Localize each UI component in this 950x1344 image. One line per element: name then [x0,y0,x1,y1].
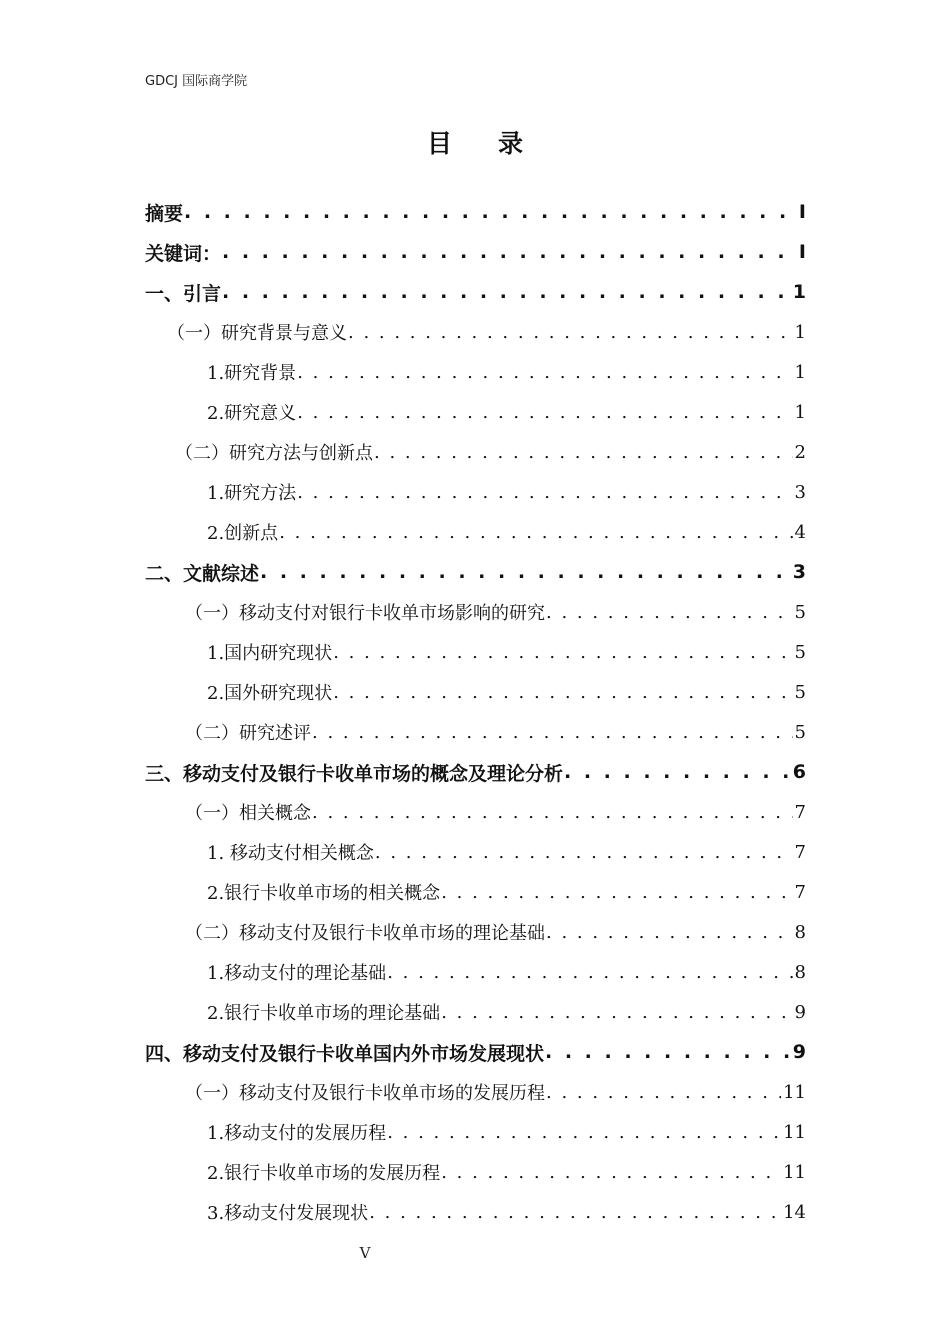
toc-dot-leader [333,644,792,672]
toc-dot-leader [564,763,791,792]
toc-entry-page: 5 [794,641,806,663]
toc-entry-title: 三、移动支付及银行卡收单市场的概念及理论分析 [145,762,564,785]
toc-entry[interactable] [145,872,806,912]
toc-entry-page: 9 [794,1001,806,1023]
toc-dot-leader [297,404,792,432]
toc-dot-leader [387,1124,781,1152]
table-of-contents [145,192,806,1232]
toc-entry-page: 11 [783,1121,806,1143]
toc-entry-title: 1.移动支付的发展历程 [207,1123,387,1144]
toc-entry-title: 四、移动支付及银行卡收单国内外市场发展现状 [145,1042,545,1065]
toc-entry-title: （二）移动支付及银行卡收单市场的理论基础 [185,923,545,944]
toc-entry-page: 7 [794,841,806,863]
toc-entry-page: 11 [783,1081,806,1103]
toc-entry-page: 3 [792,561,806,583]
page-title: 目录 [426,129,569,158]
toc-dot-leader [545,1043,791,1072]
toc-entry-title: （一）相关概念 [185,803,311,824]
toc-entry-title: 2.创新点 [207,523,279,544]
toc-entry[interactable] [145,232,806,272]
toc-entry-title: 1.国内研究现状 [207,643,333,664]
toc-entry[interactable] [145,992,806,1032]
toc-entry-page: 1 [794,361,806,383]
toc-entry-title: （一）研究背景与意义 [167,323,347,344]
toc-entry[interactable] [145,512,806,552]
toc-entry[interactable] [145,432,806,472]
toc-dot-leader [222,283,791,312]
toc-dot-leader [387,964,792,992]
toc-entry-title: 1.研究方法 [207,483,297,504]
toc-entry[interactable] [145,592,806,632]
toc-entry-page: 1 [794,321,806,343]
toc-entry-page: 7 [794,801,806,823]
toc-entry-title: （一）移动支付对银行卡收单市场影响的研究 [185,603,545,624]
toc-entry-page: 5 [794,681,806,703]
toc-entry-page: 11 [783,1161,806,1183]
toc-entry-title: 2.研究意义 [207,403,297,424]
toc-dot-leader [546,604,793,632]
page-number: V [359,1244,371,1262]
toc-entry-title: 关键词： [145,242,222,265]
toc-dot-leader [297,484,792,512]
toc-entry-title: 二、文献综述 [145,562,260,585]
toc-entry[interactable] [145,1152,806,1192]
toc-entry[interactable] [145,312,806,352]
toc-dot-leader [375,844,793,872]
toc-entry-title: 1. 移动支付相关概念 [207,843,374,864]
toc-dot-leader [184,203,797,232]
toc-dot-leader [312,804,793,832]
toc-dot-leader [369,1204,781,1232]
toc-entry-title: 2.银行卡收单市场的理论基础 [207,1003,441,1024]
toc-entry[interactable] [145,472,806,512]
toc-entry[interactable] [145,912,806,952]
toc-entry-title: （一）移动支付及银行卡收单市场的发展历程 [185,1083,545,1104]
toc-entry-title: 3.移动支付发展现状 [207,1203,369,1224]
toc-dot-leader [222,243,797,272]
toc-dot-leader [348,324,793,352]
toc-entry[interactable] [145,952,806,992]
toc-entry[interactable] [145,1072,806,1112]
toc-entry[interactable] [145,832,806,872]
toc-entry-title: 2.国外研究现状 [207,683,333,704]
toc-entry[interactable] [145,792,806,832]
toc-entry-title: （二）研究方法与创新点 [175,443,373,464]
toc-entry-page: 5 [794,721,806,743]
toc-dot-leader [546,924,793,952]
toc-entry-page: 2 [794,441,806,463]
toc-entry[interactable] [145,272,806,312]
toc-entry-page: I [798,241,806,263]
toc-entry-title: 2.银行卡收单市场的发展历程 [207,1163,441,1184]
toc-entry-page: 3 [794,481,806,503]
toc-entry-page: 1 [792,281,806,303]
toc-dot-leader [333,684,792,712]
toc-entry-page: 5 [794,601,806,623]
toc-entry[interactable] [145,712,806,752]
toc-entry-title: 摘要 [145,202,184,225]
toc-entry-page: 4 [794,521,806,543]
toc-entry[interactable] [145,632,806,672]
toc-entry[interactable] [145,672,806,712]
toc-entry-title: 1.移动支付的理论基础 [207,963,387,984]
toc-entry-title: 1.研究背景 [207,363,297,384]
toc-dot-leader [441,1164,781,1192]
toc-entry[interactable] [145,552,806,592]
toc-dot-leader [260,563,791,592]
toc-entry-title: （二）研究述评 [185,723,311,744]
toc-entry[interactable] [145,192,806,232]
toc-entry-page: I [798,201,806,223]
toc-entry-page: 7 [794,881,806,903]
toc-entry[interactable] [145,1032,806,1072]
toc-dot-leader [374,444,793,472]
toc-dot-leader [441,884,792,912]
toc-entry-page: 9 [792,1041,806,1063]
toc-entry-page: 8 [794,961,806,983]
toc-entry[interactable] [145,1192,806,1232]
page-header: GDCJ 国际商学院 [145,74,248,89]
toc-dot-leader [297,364,792,392]
toc-dot-leader [279,524,792,552]
toc-entry-title: 一、引言 [145,282,222,305]
toc-entry[interactable] [145,752,806,792]
toc-entry-title: 2.银行卡收单市场的相关概念 [207,883,441,904]
toc-entry-page: 6 [792,761,806,783]
toc-entry[interactable] [145,352,806,392]
toc-dot-leader [312,724,793,752]
toc-entry[interactable] [145,392,806,432]
toc-entry-page: 8 [794,921,806,943]
toc-dot-leader [441,1004,792,1032]
toc-entry-page: 1 [794,401,806,423]
toc-entry-page: 14 [783,1201,806,1223]
toc-dot-leader [546,1084,781,1112]
toc-entry[interactable] [145,1112,806,1152]
